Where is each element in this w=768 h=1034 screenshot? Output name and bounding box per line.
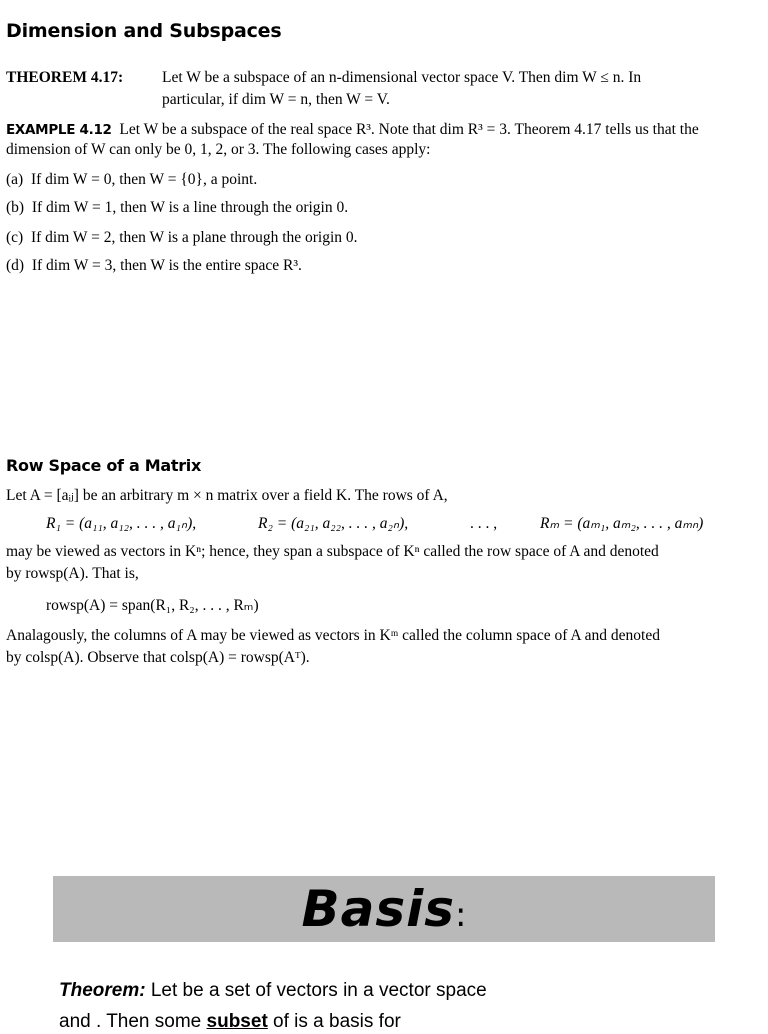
- case-text: If dim W = 0, then W = {0}, a point.: [30, 171, 258, 188]
- example-line-1: [6, 120, 699, 140]
- case-label: (d): [6, 257, 25, 274]
- case-text: If dim W = 1, then W is a line through the origin 0.: [31, 199, 349, 216]
- row-line-4: Analagously, the columns of A may be viewed as vectors in Kᵐ called the column space of A and denoted: [6, 627, 660, 644]
- basis-theorem-text-1: Let be a set of vectors in a vector space: [145, 980, 487, 1001]
- case-a: [6, 170, 257, 190]
- row-line-3: by rowsp(A). That is,: [6, 565, 139, 582]
- row-line-2: may be viewed as vectors in Kⁿ; hence, they span a subspace of Kⁿ called the row space of A and denoted: [6, 543, 659, 560]
- case-label: (c): [6, 229, 24, 246]
- basis-banner: [53, 876, 715, 942]
- row-vector-m: Rₘ = (aₘ₁, aₘ₂, . . . , aₘₙ): [540, 515, 704, 532]
- case-c: [6, 228, 358, 248]
- case-label: (b): [6, 199, 25, 216]
- theorem-line-2: particular, if dim W = n, then W = V.: [162, 91, 390, 108]
- example-label: EXAMPLE 4.12: [6, 122, 112, 138]
- basis-text-2a: and . Then some: [59, 1011, 207, 1032]
- basis-theorem-line-2: [59, 1010, 401, 1034]
- case-b: [6, 198, 348, 218]
- rowsp-formula: rowsp(A) = span(R₁, R₂, . . . , Rₘ): [46, 597, 259, 614]
- row-ellipsis: . . . ,: [470, 515, 498, 532]
- row-vector-1: R₁ = (a₁₁, a₁₂, . . . , a₁ₙ),: [46, 515, 197, 532]
- theorem-label: THEOREM 4.17:: [6, 69, 124, 86]
- case-label: (a): [6, 171, 24, 188]
- row-line-1: Let A = [aᵢⱼ] be an arbitrary m × n matrix over a field K. The rows of A,: [6, 487, 448, 504]
- basis-theorem-line-1: [59, 979, 487, 1003]
- case-d: [6, 256, 302, 276]
- example-line-2: dimension of W can only be 0, 1, 2, or 3. The following cases apply:: [6, 141, 431, 158]
- basis-text-2b: of is a basis for: [267, 1011, 401, 1032]
- row-line-5: by colsp(A). Observe that colsp(A) = rowsp(Aᵀ).: [6, 649, 310, 666]
- basis-theorem-label: Theorem:: [59, 980, 146, 1001]
- section-title-dimension: Dimension and Subspaces: [6, 20, 282, 42]
- basis-heading: Basis: [301, 880, 456, 938]
- basis-colon: :: [455, 895, 467, 935]
- case-text: If dim W = 3, then W is the entire space R³.: [31, 257, 302, 274]
- row-vector-2: R₂ = (a₂₁, a₂₂, . . . , a₂ₙ),: [258, 515, 409, 532]
- section-title-row-space: Row Space of a Matrix: [6, 456, 201, 475]
- theorem-line-1: Let W be a subspace of an n-dimensional vector space V. Then dim W ≤ n. In: [162, 69, 642, 86]
- example-text-1: Let W be a subspace of the real space R³. Note that dim R³ = 3. Theorem 4.17 tells us that the: [119, 121, 699, 138]
- case-text: If dim W = 2, then W is a plane through the origin 0.: [30, 229, 358, 246]
- basis-subset-term: subset: [206, 1011, 268, 1032]
